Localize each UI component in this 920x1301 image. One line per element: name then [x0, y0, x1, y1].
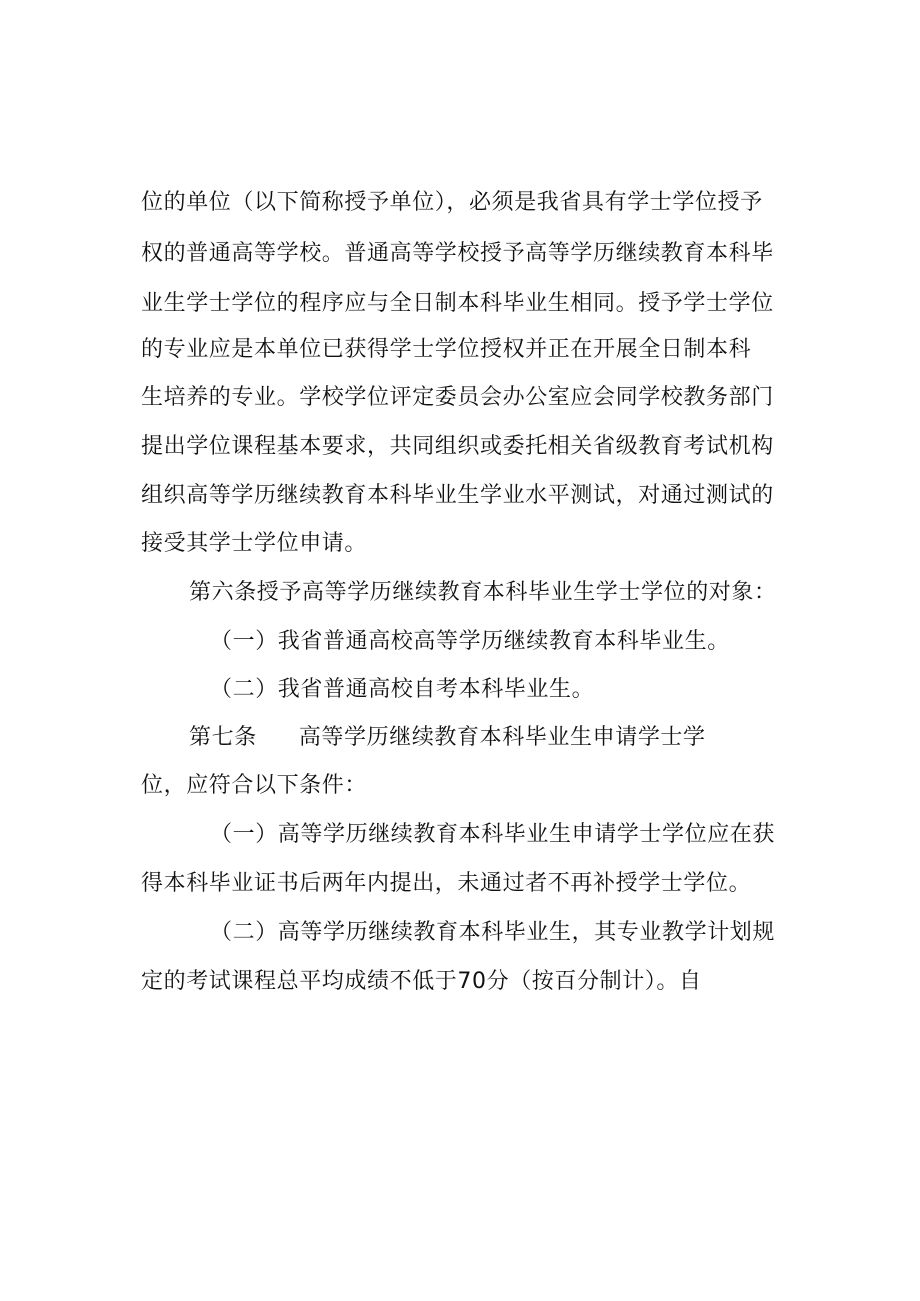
text-line: 生培养的专业。学校学位评定委员会办公室应会同学校教务部门 — [141, 385, 774, 410]
text-line: 得本科毕业证书后两年内提出，未通过者不再补授学士学位。 — [141, 871, 752, 896]
list-item: （一）高等学历继续教育本科毕业生申请学士学位应在获 — [210, 822, 776, 847]
article-7-heading — [189, 723, 706, 753]
text-line: 业生学士学位的程序应与全日制本科毕业生相同。授予学士学位 — [141, 291, 774, 316]
text-line: 组织高等学历继续教育本科毕业生学业水平测试，对通过测试的 — [141, 483, 774, 508]
text-line: 接受其学士学位申请。 — [141, 531, 368, 556]
text-line: 定的考试课程总平均成绩不低于70分（按百分制计）。自 — [141, 969, 702, 994]
article-6-heading: 第六条授予高等学历继续教育本科毕业生学士学位的对象： — [189, 580, 777, 605]
text-line: 位的单位（以下简称授予单位），必须是我省具有学士学位授予 — [141, 190, 763, 215]
text-line: 权的普通高等学校。普通高等学校授予高等学历继续教育本科毕 — [141, 241, 774, 266]
text-line: 提出学位课程基本要求，共同组织或委托相关省级教育考试机构 — [141, 434, 774, 459]
text-line: 的专业应是本单位已获得学士学位授权并正在开展全日制本科 — [141, 337, 752, 362]
text-line: 位，应符合以下条件： — [141, 773, 368, 798]
list-item: （二）高等学历继续教育本科毕业生，其专业教学计划规 — [210, 920, 776, 945]
article-7-text: 高等学历继续教育本科毕业生申请学士学 — [298, 725, 706, 750]
list-item: （二）我省普通高校自考本科毕业生。 — [210, 677, 595, 702]
article-7-label: 第七条 — [189, 725, 257, 750]
list-item: （一）我省普通高校高等学历继续教育本科毕业生。 — [210, 629, 730, 654]
